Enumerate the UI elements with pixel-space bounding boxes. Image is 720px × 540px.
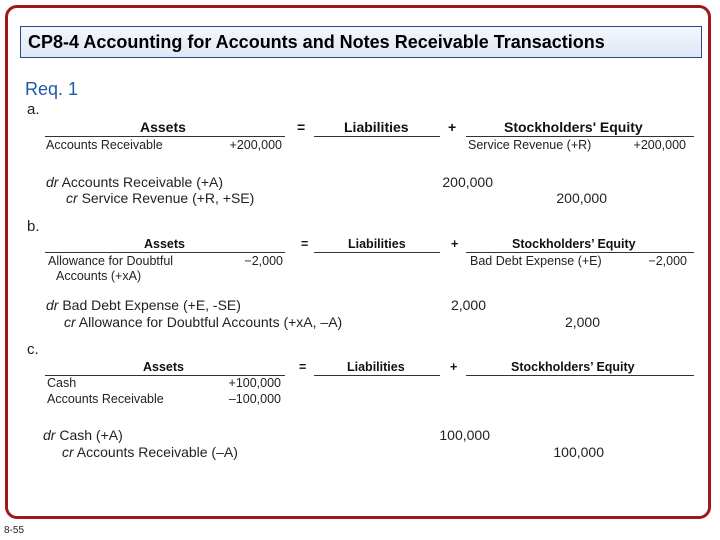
account-name: Allowance for Doubtful <box>48 254 174 268</box>
equals-sign: = <box>297 119 306 135</box>
plus-sign: + <box>448 119 457 135</box>
account-name: Accounts Receivable <box>46 138 163 152</box>
equity-header: Stockholders’ Equity <box>511 360 635 374</box>
credit-tag: cr <box>64 314 76 330</box>
liabilities-header: Liabilities <box>344 119 409 135</box>
equity-rule <box>466 252 694 253</box>
req-label: Req. 1 <box>25 79 79 99</box>
credit-amount: 2,000 <box>564 314 600 330</box>
part-a-label: a. <box>27 101 40 118</box>
account-name: Accounts Receivable <box>47 392 164 406</box>
debit-account: Accounts Receivable (+A) <box>61 174 224 190</box>
debit-amount: 200,000 <box>442 174 493 190</box>
account-name: Service Revenue (+R) <box>468 138 592 152</box>
plus-sign: + <box>450 360 458 374</box>
liabilities-rule <box>314 136 440 137</box>
account-name: Bad Debt Expense (+E) <box>470 254 602 268</box>
liabilities-header: Liabilities <box>347 360 405 374</box>
journal-credit-line <box>62 444 238 460</box>
liabilities-rule <box>314 252 440 253</box>
amount: −2,000 <box>244 254 283 268</box>
debit-amount: 100,000 <box>439 427 490 443</box>
credit-amount: 100,000 <box>553 444 604 460</box>
journal-debit-line <box>46 174 223 190</box>
amount: –100,000 <box>228 392 281 406</box>
assets-header: Assets <box>144 237 185 251</box>
debit-tag: dr <box>46 297 59 313</box>
debit-tag: dr <box>43 427 56 443</box>
journal-debit-line <box>46 297 241 313</box>
credit-account: Accounts Receivable (–A) <box>76 444 238 460</box>
journal-credit-line <box>64 314 342 330</box>
part-b-label: b. <box>27 218 40 235</box>
equity-rule <box>466 375 694 376</box>
debit-account: Bad Debt Expense (+E, -SE) <box>62 297 241 313</box>
liabilities-header: Liabilities <box>348 237 406 251</box>
liabilities-rule <box>314 375 440 376</box>
equals-sign: = <box>301 237 309 251</box>
debit-tag: dr <box>46 174 59 190</box>
assets-header: Assets <box>143 360 184 374</box>
title-bar <box>20 26 702 58</box>
account-name: Cash <box>47 376 77 390</box>
credit-account: Allowance for Doubtful Accounts (+xA, –A) <box>78 314 343 330</box>
part-c-label: c. <box>27 341 39 358</box>
credit-tag: cr <box>66 190 78 206</box>
assets-header: Assets <box>140 119 186 135</box>
equity-header: Stockholders' Equity <box>504 119 643 135</box>
amount: +200,000 <box>229 138 282 152</box>
journal-debit-line <box>43 427 123 443</box>
amount: +200,000 <box>633 138 686 152</box>
debit-amount: 2,000 <box>450 297 486 313</box>
debit-account: Cash (+A) <box>59 427 123 443</box>
credit-amount: 200,000 <box>556 190 607 206</box>
account-name-cont: Accounts (+xA) <box>56 269 142 283</box>
credit-tag: cr <box>62 444 74 460</box>
equals-sign: = <box>299 360 307 374</box>
amount: +100,000 <box>228 376 281 390</box>
credit-account: Service Revenue (+R, +SE) <box>81 190 255 206</box>
assets-rule <box>45 136 285 137</box>
plus-sign: + <box>451 237 459 251</box>
assets-rule <box>45 252 285 253</box>
equity-rule <box>466 136 694 137</box>
equity-header: Stockholders’ Equity <box>512 237 636 251</box>
slide-title: CP8-4 Accounting for Accounts and Notes Receivable Transactions <box>28 32 605 52</box>
amount: −2,000 <box>648 254 687 268</box>
page-number: 8-55 <box>4 525 25 536</box>
journal-credit-line <box>66 190 254 206</box>
